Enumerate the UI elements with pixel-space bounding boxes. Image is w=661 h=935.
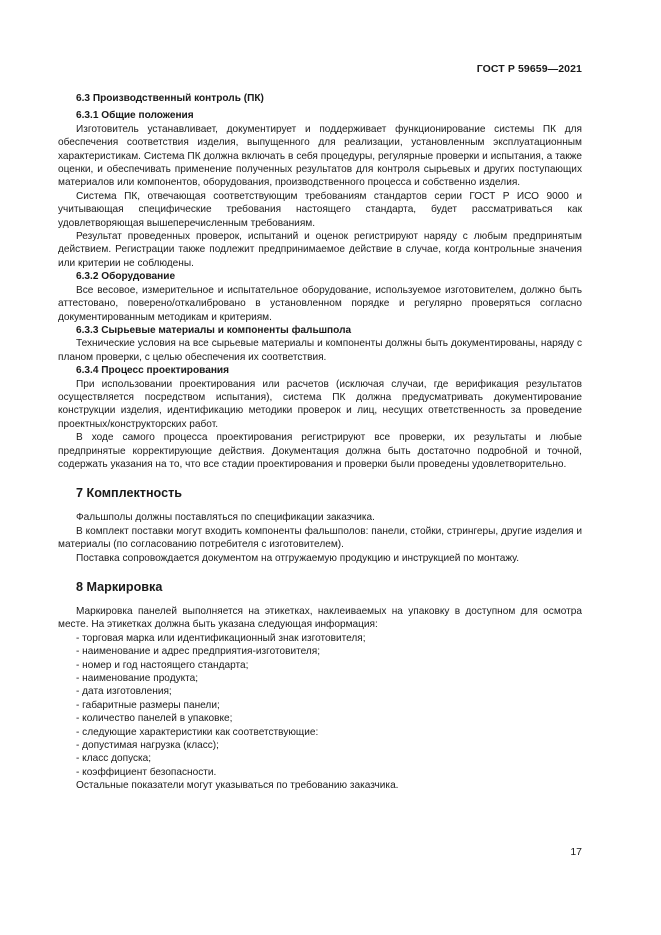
section-6-3-4-title: 6.3.4 Процесс проектирования — [76, 365, 230, 377]
section-6-3-title: 6.3 Производственный контроль (ПК) — [76, 93, 264, 104]
list-item: - наименование продукта; — [76, 673, 199, 685]
list-item: - следующие характеристики как соответствующие: — [76, 726, 319, 738]
paragraph: Технические условия на все сырьевые материалы и компоненты должны быть документированы, наряду с планом проверки, с целью обеспечения их соответствия. — [58, 338, 582, 363]
paragraph: Фальшполы должны поставляться по спецификации заказчика. — [76, 512, 375, 524]
paragraph: Все весовое, измерительное и испытательное оборудование, используемое изготовителем, должно быть аттестовано, поверено/откалибровано в установленном порядке и регулярно проверяться согласно документированным методикам и критериям. — [58, 284, 582, 323]
list-item: - торговая марка или идентификационный знак изготовителя; — [76, 632, 366, 644]
section-7-heading: 7 Комплектность — [76, 486, 182, 501]
list-item: - коэффициент безопасности. — [76, 766, 217, 778]
list-item: - наименование и адрес предприятия-изготовителя; — [76, 646, 321, 658]
standard-code-header: ГОСТ Р 59659—2021 — [476, 63, 582, 75]
paragraph: Изготовитель устанавливает, документирует и поддерживает функционирование системы ПК для обеспечения соответствия изделия, выпущенного для реализации, установленным эксплуатационным характеристикам. Система ПК должна включать в себя процедуры, регулярные проверки и испытания, а также оценки, и обеспечивать применение полученных результатов для контроля сырьевых и других поступающих материалов или компонентов, оборудования, производственного процесса и собственно изделия. — [58, 123, 582, 189]
marking-info-list — [58, 632, 582, 779]
page-content — [58, 92, 582, 793]
list-item: - количество панелей в упаковке; — [76, 713, 233, 725]
paragraph: Система ПК, отвечающая соответствующим требованиям стандартов серии ГОСТ Р ИСО 9000 и учитывающая специфические требования настоящего стандарта, будет рассматриваться как удовлетворяющая вышеперечисленным требованиям. — [58, 190, 582, 229]
paragraph: В комплект поставки могут входить компоненты фальшполов: панели, стойки, стрингеры, другие изделия и материалы (по согласованию потребителя с изготовителем). — [58, 525, 582, 551]
paragraph: В ходе самого процесса проектирования регистрируют все проверки, их результаты и любые предпринятые корректирующие действия. Документация должна быть достаточно подробной и точной, содержать указания на то, что все стадии проектирования и проверки были проведены удовлетворительно. — [58, 432, 582, 470]
paragraph: Поставка сопровождается документом на отгружаемую продукцию и инструкцией по монтажу. — [76, 552, 520, 564]
section-6-3-1-title: 6.3.1 Общие положения — [76, 110, 194, 122]
list-item: - класс допуска; — [76, 753, 152, 765]
section-6-3-3-title: 6.3.3 Сырьевые материалы и компоненты фальшпола — [76, 324, 352, 336]
page-number: 17 — [570, 846, 582, 858]
list-item: - дата изготовления; — [76, 686, 172, 698]
paragraph: Маркировка панелей выполняется на этикетках, наклеиваемых на упаковку в доступном для осмотра месте. На этикетках должна быть указана следующая информация: — [58, 606, 582, 631]
paragraph: При использовании проектирования или расчетов (исключая случаи, где верификация результатов осуществляется посредством испытания), система ПК должна предусматривать документирование конструкции изделия, идентификацию методики проверок и лиц, несущих ответственность за проведение проектных/конструкторских работ. — [58, 378, 582, 430]
section-8-heading: 8 Маркировка — [76, 580, 163, 594]
list-item: - габаритные размеры панели; — [76, 699, 220, 711]
list-item: - номер и год настоящего стандарта; — [76, 659, 249, 671]
paragraph: Остальные показатели могут указываться по требованию заказчика. — [76, 780, 399, 792]
section-6-3-2-title: 6.3.2 Оборудование — [76, 271, 176, 283]
list-item: - допустимая нагрузка (класс); — [76, 740, 219, 752]
paragraph: Результат проведенных проверок, испытаний и оценок регистрируют наряду с любым предпринятым действием. Регистрации также подлежит предпринимаемое действие в случае, когда контрольные значения или критерии не соблюдены. — [58, 231, 582, 269]
